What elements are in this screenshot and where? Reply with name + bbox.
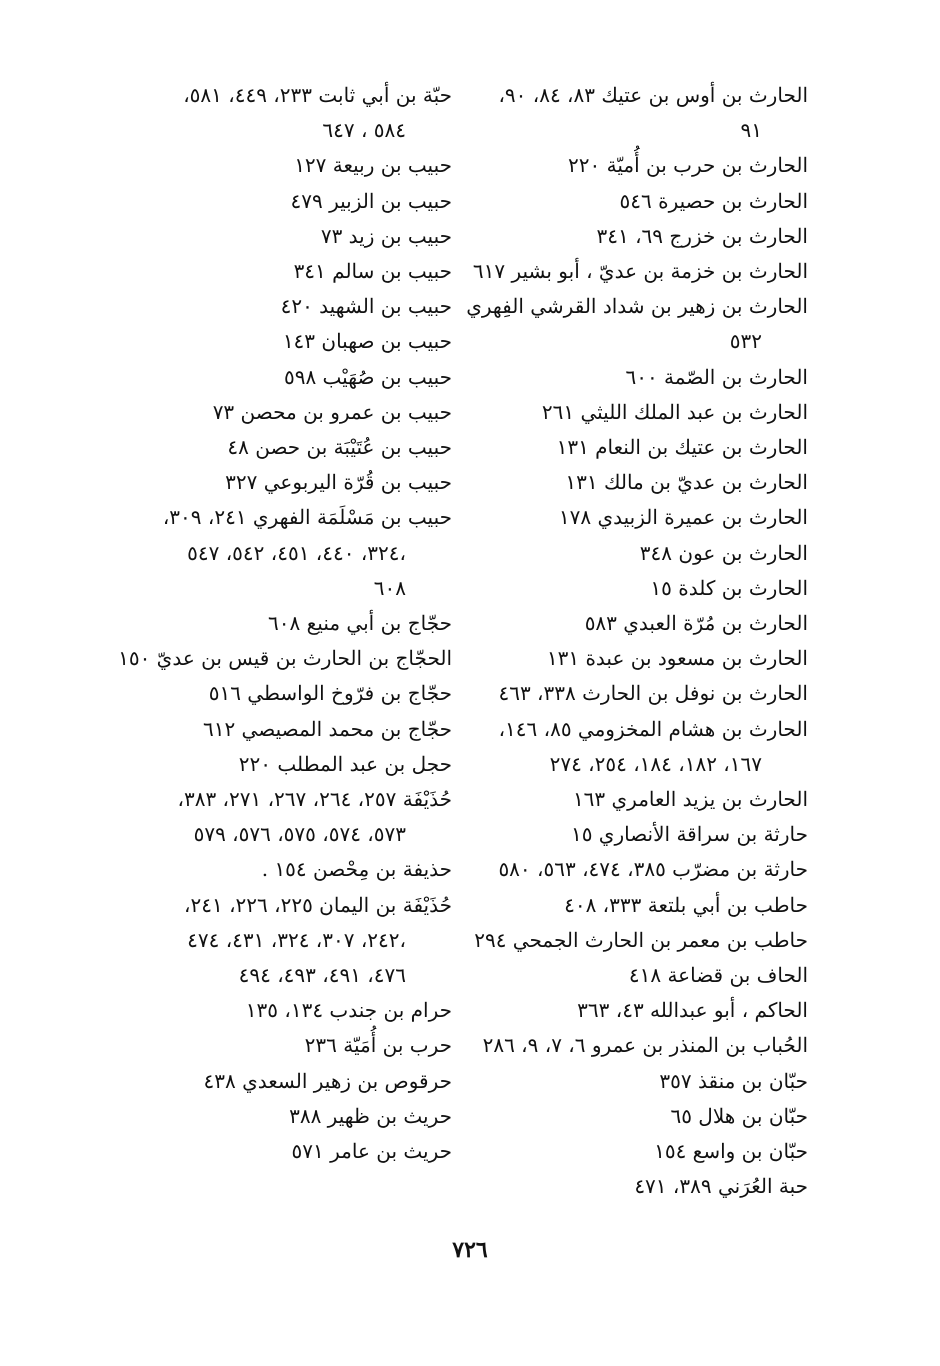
index-entry: حبيب بن زيد ٧٣ [320, 223, 452, 248]
index-entry: الحارث بن حرب بن أُميّة ٢٢٠ [568, 153, 808, 178]
index-entry: حذيفة بن مِحْصن ١٥٤ . [261, 857, 452, 882]
index-entry: الحارث بن مُرّة العبدي ٥٨٣ [584, 611, 808, 636]
index-entry: حجل بن عبد المطلب ٢٢٠ [238, 751, 452, 776]
index-entry: حبيب بن عُتَيْبَة بن حصن ٤٨ [227, 435, 452, 460]
index-entry: حارثة بن مضرّب ٣٨٥، ٤٧٤، ٥٦٣، ٥٨٠ [498, 857, 808, 882]
index-entry: حبيب بن صهبان ١٤٣ [282, 329, 452, 354]
index-entry: حجّاج بن محمد المصيصي ٦١٢ [202, 716, 452, 741]
index-entry: الحُباب بن المنذر بن عمرو ٦، ٧، ٩، ٢٨٦ [482, 1033, 808, 1058]
index-entry: حجّاج بن فرّوخ الواسطي ٥١٦ [208, 681, 452, 706]
index-entry: حبيب بن الشهيد ٤٢٠ [280, 294, 452, 319]
index-entry: الحارث بن خزمة بن عديّ ، أبو بشير ٦١٧ [472, 259, 808, 284]
index-entry: الحاكم ، أبو عبدالله ٤٣، ٣٦٣ [577, 998, 808, 1023]
index-entry: حُذَيْفَة بن اليمان ٢٢٥، ٢٢٦، ٢٤١، [184, 892, 452, 917]
index-entry: حريث بن عامر ٥٧١ [291, 1139, 452, 1164]
index-entry: حرام بن جندب ١٣٤، ١٣٥ [245, 998, 452, 1023]
index-entry: الحارث بن هشام المخزومي ٨٥، ١٤٦، [498, 716, 808, 741]
index-entry: حاطب بن أبي بلتعة ٣٣٣، ٤٠٨ [564, 892, 808, 917]
index-entry: حبّة بن أبي ثابت ٢٣٣، ٤٤٩، ٥٨١، [183, 83, 452, 107]
index-entry: الحارث بن عديّ بن مالك ١٣١ [565, 470, 808, 495]
index-entry: الحارث بن عميرة الزبيدي ١٧٨ [558, 505, 808, 530]
index-entry: حاطب بن معمر بن الحارث الجمحي ٢٩٤ [474, 927, 808, 952]
index-entry: حرقوص بن زهير السعدي ٤٣٨ [203, 1068, 452, 1093]
index-entry-continuation: ١٦٧، ١٨٢، ١٨٤، ٢٥٤، ٢٧٤ [549, 751, 762, 776]
index-entry: الحاف بن قضاعة ٤١٨ [628, 963, 808, 988]
index-entry: الحارث بن زهير بن شداد القرشي الفِهري [466, 294, 808, 319]
index-entry: حبيب بن سالم ٣٤١ [293, 259, 452, 284]
index-entry: حبيب بن مَسْلَمَة الفهري ٢٤١، ٣٠٩، [162, 505, 452, 530]
index-entry: الحارث بن مسعود بن عبدة ١٣١ [546, 646, 808, 671]
index-entry: حجّاج بن أبي منيع ٦٠٨ [268, 611, 452, 636]
index-entry: حريث بن ظهير ٣٨٨ [289, 1103, 452, 1128]
index-entry-continuation: ٣٢٤، ٤٤٠، ٤٥١، ٥٤٢، ٥٤٧، [187, 540, 406, 565]
index-entry: الحارث بن يزيد العامري ١٦٣ [572, 787, 808, 812]
index-entry: حبة العُرَني ٣٨٩، ٤٧١ [634, 1174, 808, 1199]
index-entry: الحارث بن عتيك بن النعام ١٣١ [556, 435, 808, 460]
index-entry: الحارث بن عبد الملك الليثي ٢٦١ [541, 399, 808, 424]
index-entry: الحجّاج بن الحارث بن قيس بن عديّ ١٥٠ [118, 646, 452, 671]
index-entry: حبيب بن قُرّة اليربوعي ٣٢٧ [225, 470, 452, 495]
index-entry: الحارث بن نوفل بن الحارث ٣٣٨، ٤٦٣ [498, 681, 808, 706]
index-entry: حبيب بن ربيعة ١٢٧ [294, 153, 452, 178]
index-entry: حارثة بن سراقة الأنصاري ١٥ [570, 822, 808, 847]
index-entry: الحارث بن حصيرة ٥٤٦ [619, 188, 808, 213]
index-entry: حبّان بن واسع ١٥٤ [654, 1139, 808, 1164]
index-entry-continuation: ٥٨٤ ، ٦٤٧ [322, 118, 406, 143]
index-entry: حبّان بن منقذ ٣٥٧ [659, 1068, 808, 1093]
index-entry-continuation: ٤٧٦، ٤٩١، ٤٩٣، ٤٩٤ [238, 963, 406, 988]
index-entry: حرب بن أُمَيّة ٢٣٦ [304, 1033, 452, 1058]
index-entry: حبّان بن هلال ٦٥ [670, 1103, 808, 1128]
index-entry: الحارث بن الصّمة ٦٠٠ [625, 364, 808, 389]
index-column-right [463, 78, 808, 1205]
index-entry-continuation: ٥٣٢ [729, 329, 762, 354]
index-entry: حبيب بن صُهَيْب ٥٩٨ [283, 364, 452, 389]
page-number: ٧٢٦ [452, 1237, 488, 1263]
index-entry: الحارث بن عون ٣٤٨ [639, 540, 808, 565]
index-entry-continuation: ٦٠٨ [373, 575, 406, 600]
index-entry-continuation: ٩١ [740, 118, 762, 143]
index-column-left [112, 78, 452, 1169]
index-entry: الحارث بن خزرج ٦٩، ٣٤١ [596, 223, 808, 248]
index-entry: حُذَيْفَة ٢٥٧، ٢٦٤، ٢٦٧، ٢٧١، ٣٨٣، [177, 787, 452, 812]
index-entry: حبيب بن عمرو بن محصن ٧٣ [212, 399, 452, 424]
index-entry: حبيب بن الزبير ٤٧٩ [290, 188, 452, 213]
index-entry-continuation: ٥٧٣، ٥٧٤، ٥٧٥، ٥٧٦، ٥٧٩ [193, 822, 406, 847]
index-entry: الحارث بن أوس بن عتيك ٨٣، ٨٤، ٩٠، [498, 83, 808, 107]
index-entry-continuation: ٢٤٢، ٣٠٧، ٣٢٤، ٤٣١، ٤٧٤، [187, 927, 406, 952]
index-entry: الحارث بن كلدة ١٥ [650, 575, 808, 600]
